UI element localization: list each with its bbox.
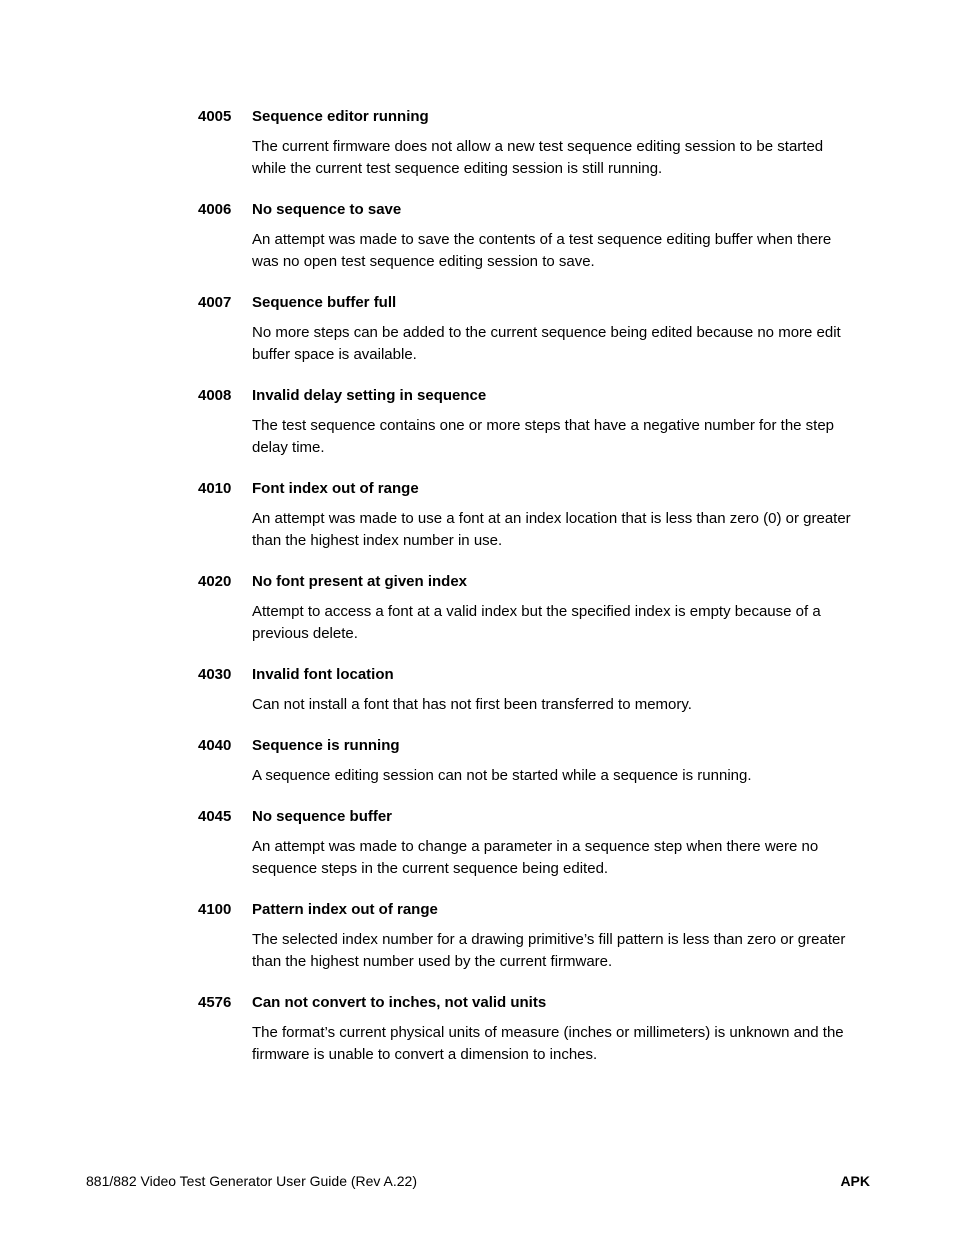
error-code-list [198,106,870,1066]
error-code: 4576 [198,994,232,1011]
error-entry [198,478,870,571]
error-description: No more steps can be added to the current sequence being edited because no more edit buffer space is available. [252,324,841,363]
error-title: No sequence to save [252,201,402,218]
error-title: Can not convert to inches, not valid units [252,994,547,1011]
error-code: 4045 [198,808,232,825]
error-entry [198,806,870,899]
error-entry [198,735,870,806]
error-description: An attempt was made to change a parameter in a sequence step when there were no sequence steps in the current sequence being edited. [252,838,819,877]
error-entry [198,199,870,292]
error-description: Attempt to access a font at a valid index but the specified index is empty because of a previous delete. [252,603,821,642]
error-entry [198,899,870,992]
error-description: The selected index number for a drawing primitive’s fill pattern is less than zero or greater than the highest number used by the current firmware. [252,931,846,970]
error-title: Font index out of range [252,480,419,497]
page-footer [86,1170,870,1192]
error-description: The test sequence contains one or more steps that have a negative number for the step delay time. [252,417,835,456]
error-description: A sequence editing session can not be started while a sequence is running. [252,767,752,784]
footer-document-title: 881/882 Video Test Generator User Guide (Rev A.22) [86,1173,418,1189]
error-code: 4010 [198,480,232,497]
error-description: Can not install a font that has not first been transferred to memory. [252,696,692,713]
error-title: Sequence editor running [252,108,429,125]
error-description: An attempt was made to use a font at an index location that is less than zero (0) or greater than the highest index number in use. [252,510,851,549]
error-title: Pattern index out of range [252,901,438,918]
error-title: Invalid font location [252,666,394,683]
error-entry [198,992,870,1066]
error-title: Sequence buffer full [252,294,397,311]
error-title: No sequence buffer [252,808,393,825]
error-code: 4007 [198,294,232,311]
error-code: 4020 [198,573,232,590]
error-entry [198,664,870,735]
error-entry [198,106,870,199]
error-code: 4040 [198,737,232,754]
error-entry [198,571,870,664]
error-code: 4005 [198,108,232,125]
footer-section-label: APK [840,1173,870,1189]
error-title: Invalid delay setting in sequence [252,387,487,404]
error-code: 4030 [198,666,232,683]
error-title: Sequence is running [252,737,400,754]
error-title: No font present at given index [252,573,468,590]
error-description: An attempt was made to save the contents of a test sequence editing buffer when there was no open test sequence editing session to save. [252,231,832,270]
error-entry [198,385,870,478]
error-code: 4008 [198,387,232,404]
error-description: The format’s current physical units of measure (inches or millimeters) is unknown and the firmware is unable to convert a dimension to inches. [252,1024,844,1063]
error-code: 4006 [198,201,232,218]
error-description: The current firmware does not allow a new test sequence editing session to be started while the current test sequence editing session is still running. [252,138,824,177]
error-code: 4100 [198,901,232,918]
error-entry [198,292,870,385]
